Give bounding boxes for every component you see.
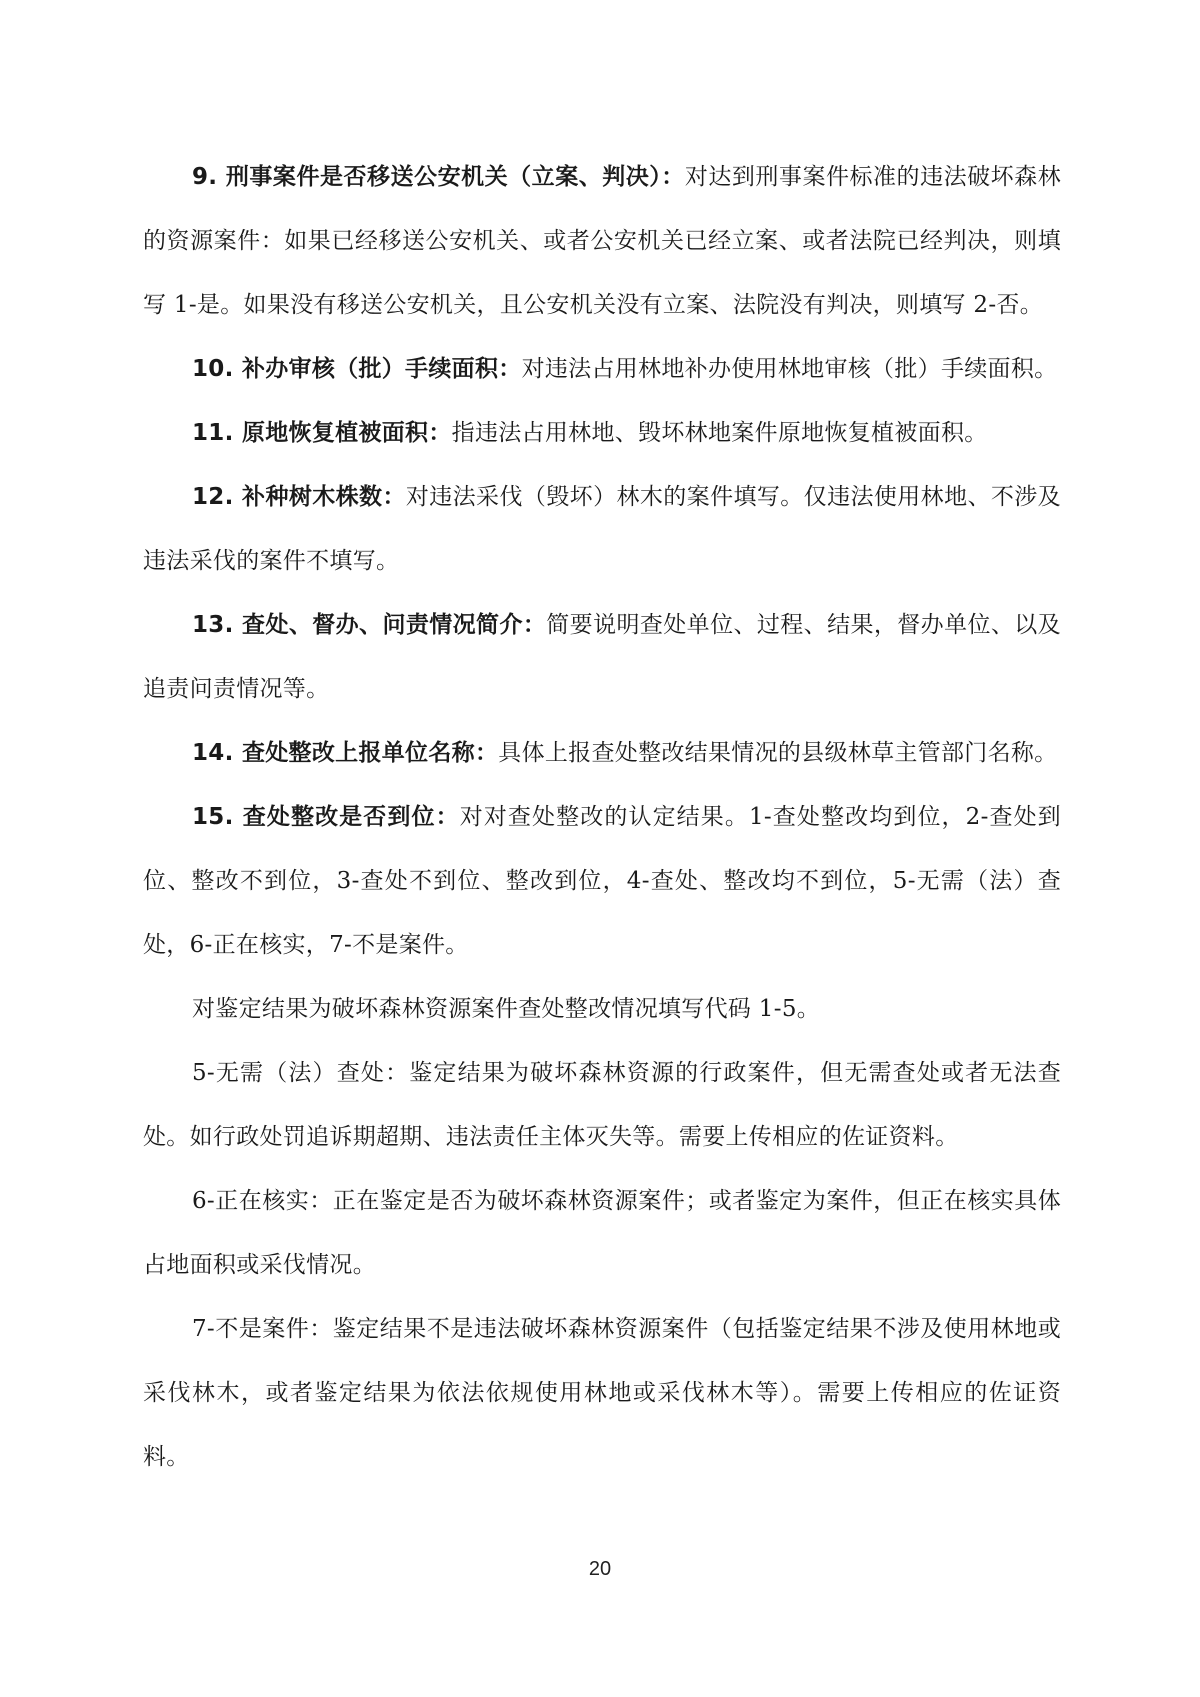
- item-15-term: 15. 查处整改是否到位：: [192, 804, 460, 830]
- page-number: 20: [588, 1558, 612, 1580]
- item-13: [143, 593, 1061, 721]
- item-12: [143, 465, 1061, 593]
- item-14-text: 具体上报查处整改结果情况的县级林草主管部门名称。: [498, 740, 1058, 766]
- item-10-text: 对违法占用林地补办使用林地审核（批）手续面积。: [521, 356, 1058, 382]
- item-13-term: 13. 查处、督办、问责情况简介：: [192, 612, 547, 638]
- item-12-text: 对违法采伐（毁坏）林木的案件填写。仅违法使用林地、不涉及违法采伐的案件不填写。: [143, 484, 1061, 574]
- item-14: [143, 721, 1061, 785]
- note-code-7: 7-不是案件：鉴定结果不是违法破坏森林资源案件（包括鉴定结果不涉及使用林地或采伐林木，或者鉴定结果为依法依规使用林地或采伐林木等）。需要上传相应的佐证资料。: [143, 1316, 1061, 1470]
- item-9-text: 对达到刑事案件标准的违法破坏森林的资源案件：如果已经移送公安机关、或者公安机关已经立案、或者法院已经判决，则填写 1-是。如果没有移送公安机关，且公安机关没有立案、法院没有判决，则填写 2-否。: [143, 164, 1061, 318]
- document-body: [143, 145, 1061, 1489]
- item-11: [143, 401, 1061, 465]
- item-12-term: 12. 补种树木株数：: [192, 484, 406, 510]
- item-14-term: 14. 查处整改上报单位名称：: [192, 740, 499, 766]
- item-13-text: 简要说明查处单位、过程、结果，督办单位、以及追责问责情况等。: [143, 612, 1061, 702]
- item-9-term: 9. 刑事案件是否移送公安机关（立案、判决）：: [192, 164, 685, 190]
- item-11-text: 指违法占用林地、毁坏林地案件原地恢复植被面积。: [451, 420, 988, 446]
- item-10-term: 10. 补办审核（批）手续面积：: [192, 356, 522, 382]
- item-10: [143, 337, 1061, 401]
- item-11-term: 11. 原地恢复植被面积：: [192, 420, 452, 446]
- note-code-range: 对鉴定结果为破坏森林资源案件查处整改情况填写代码 1-5。: [192, 996, 821, 1022]
- note-code-5: 5-无需（法）查处：鉴定结果为破坏森林资源的行政案件，但无需查处或者无法查处。如行政处罚追诉期超期、违法责任主体灭失等。需要上传相应的佐证资料。: [143, 1060, 1061, 1150]
- item-15-text: 对对查处整改的认定结果。1-查处整改均到位，2-查处到位、整改不到位，3-查处不到位、整改到位，4-查处、整改均不到位，5-无需（法）查处，6-正在核实，7-不是案件。: [143, 804, 1061, 958]
- note-code-6: 6-正在核实：正在鉴定是否为破坏森林资源案件；或者鉴定为案件，但正在核实具体占地面积或采伐情况。: [143, 1188, 1061, 1278]
- item-9: [143, 145, 1061, 337]
- item-15: [143, 785, 1061, 977]
